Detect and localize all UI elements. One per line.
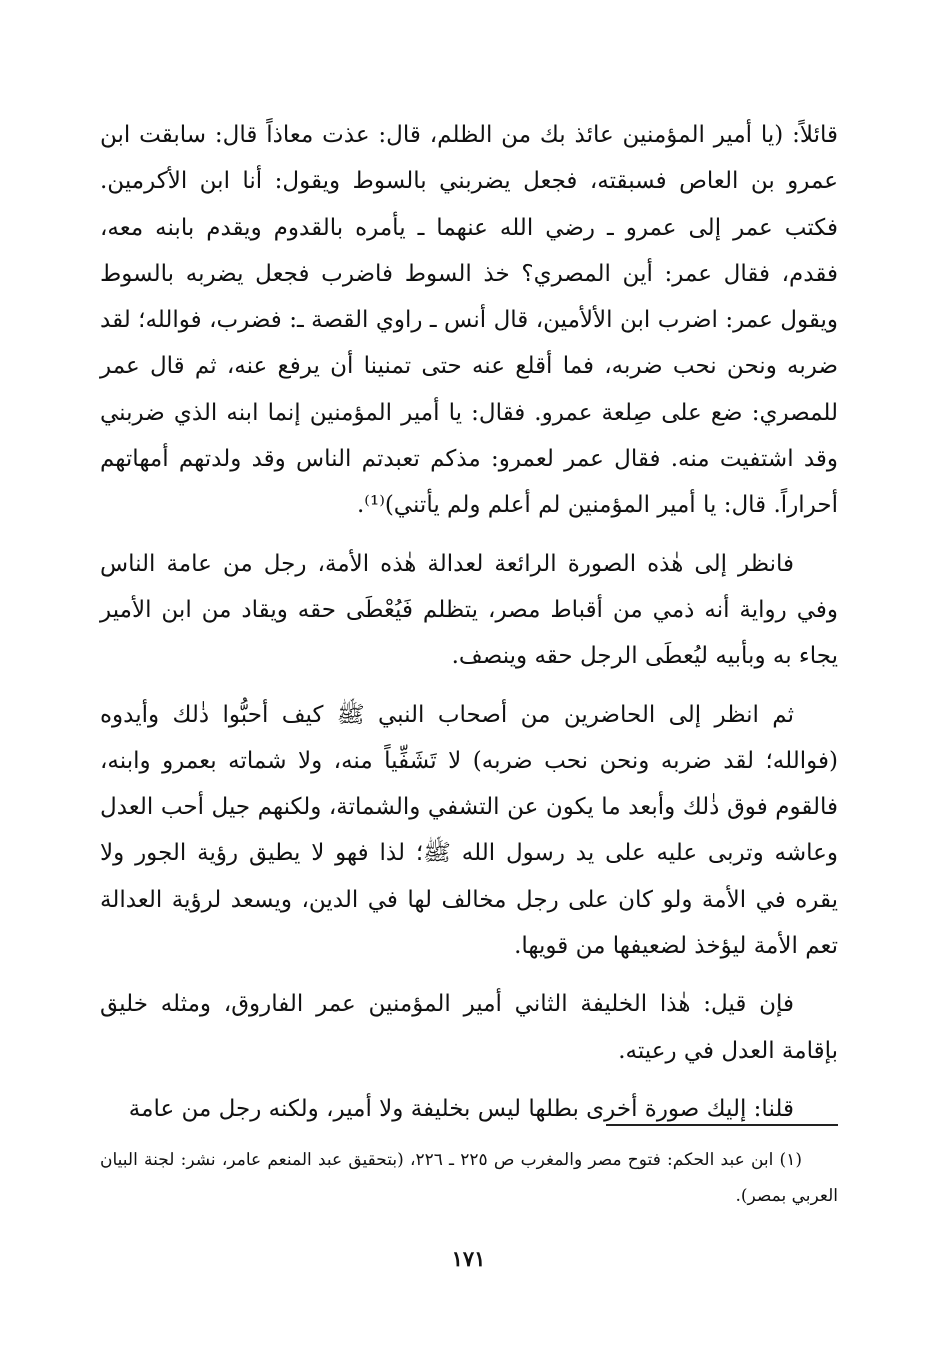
paragraph-objection: فإن قيل: هٰذا الخليفة الثاني أمير المؤمنين عمر الفاروق، ومثله خليق بإقامة العدل في رعيته. [100,991,838,1064]
main-text [100,112,838,1144]
footnote-1: (١) ابن عبد الحكم: فتوح مصر والمغرب ص ٢٢٥ ـ ٢٢٦، (بتحقيق عبد المنعم عامر، نشر: لجنة البيان العربي بمصر). [100,1150,838,1206]
paragraph-reflection: فانظر إلى هٰذه الصورة الرائعة لعدالة هٰذه الأمة، رجل من عامة الناس وفي رواية أنه ذمي من أقباط مصر، يتظلم فَيُعْطَى حقه ويقاد من ابن الأمير يجاء به وبأبيه ليُعطَى الرجل حقه وينصف. [100,550,838,670]
paragraph-story: قائلاً: (يا أمير المؤمنين عائذ بك من الظلم، قال: عذت معاذاً قال: سابقت ابن عمرو بن العاص فسبقته، فجعل يضربني بالسوط ويقول: أنا ابن الأكرمين. فكتب عمر إلى عمرو ـ رضي الله عنهما ـ يأمره بالقدوم ويقدم بابنه معه، فقدم، فقال عمر: أين المصري؟ خذ السوط فاضرب فجعل يضربه بالسوط ويقول عمر: اضرب ابن الألأمين، قال أنس ـ راوي القصة ـ: فضرب، فوالله؛ لقد ضربه ونحن نحب ضربه، فما أقلع عنه حتى تمنينا أن يرفع عنه، ثم قال عمر للمصري: ضع على صِلعة عمرو. فقال: يا أمير المؤمنين إنما ابنه الذي ضربني وقد اشتفيت منه. فقال عمر لعمرو: مذكم تعبدتم الناس وقد ولدتهم أمهاتهم أحراراً. قال: يا أمير المؤمنين لم أعلم ولم يأتني)⁽¹⁾. [100,122,838,519]
page-number: ١٧١ [451,1246,486,1271]
paragraph-reply: قلنا: إليك صورة أخرى بطلها ليس بخليفة ولا أمير، ولكنه رجل من عامة [128,1095,794,1122]
footnote-divider [606,1124,838,1126]
paragraph-companions: ثم انظر إلى الحاضرين من أصحاب النبي ﷺ كيف أحبُّوا ذٰلك وأيدوه (فوالله؛ لقد ضربه ونحن نحب ضربه) لا تَشَفِّياً منه، ولا شماته بعمرو وابنه، فالقوم فوق ذٰلك وأبعد ما يكون عن التشفي والشماتة، ولكنهم جيل أحب العدل وعاشه وتربى عليه على يد رسول الله ﷺ؛ لذا فهو لا يطيق رؤية الجور ولا يقره في الأمة ولو كان على رجل مخالف لها في الدين، ويسعد لرؤية العدالة تعم الأمة ليؤخذ لضعيفها من قويها. [100,701,838,960]
footnotes [100,1142,838,1214]
